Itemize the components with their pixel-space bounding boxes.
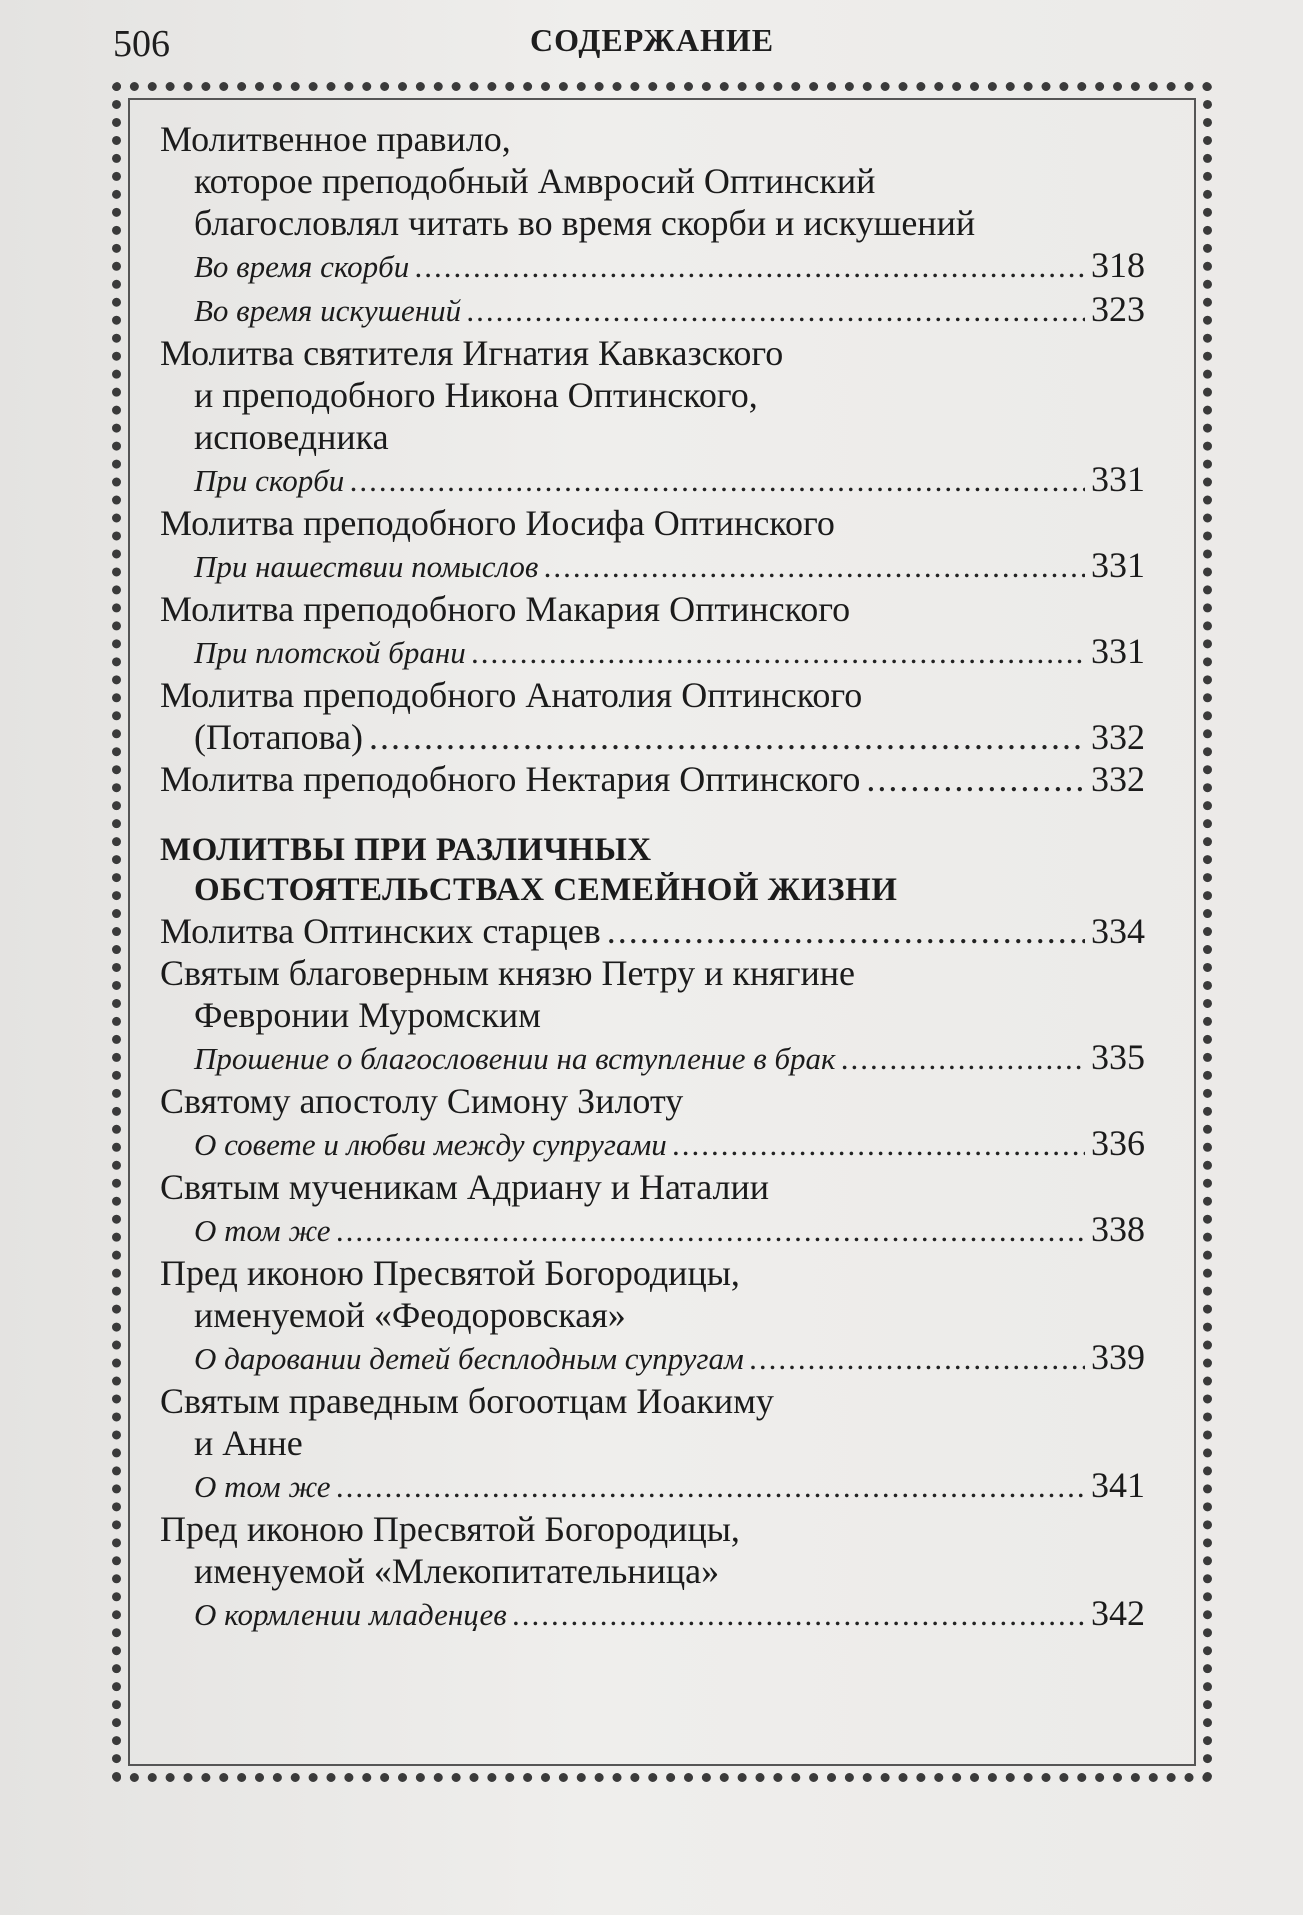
toc-entry	[160, 674, 1145, 758]
page-ref: 342	[1091, 1593, 1145, 1633]
toc-entry-title-cont: Февронии Муромским	[194, 995, 541, 1035]
toc-entry-title-cont: благословлял читать во время скорби и искушений	[194, 203, 976, 243]
running-title: СОДЕРЖАНИЕ	[530, 22, 775, 58]
toc-subentry	[160, 1464, 1145, 1508]
toc-entry-title-text: Молитва преподобного Нектария Оптинского	[160, 759, 861, 799]
toc-entry	[160, 502, 1145, 588]
toc-subentry-label: Во время скорби	[194, 249, 410, 284]
toc-subentry	[160, 1208, 1145, 1252]
toc-subentry-label: О том же	[194, 1469, 331, 1504]
toc-entry-title-cont	[160, 716, 1145, 758]
toc-entry	[160, 1508, 1145, 1636]
toc-entry	[160, 1380, 1145, 1508]
toc-subentry	[160, 630, 1145, 674]
toc-entry-title-text: Молитва Оптинских старцев	[160, 911, 601, 951]
page-ref: 331	[1091, 545, 1145, 585]
toc-entry-title-cont: которое преподобный Амвросий Оптинский	[194, 161, 876, 201]
toc-entry	[160, 118, 1145, 332]
toc-subentry	[160, 244, 1145, 288]
toc-subentry	[160, 458, 1145, 502]
page-ref: 335	[1091, 1037, 1145, 1077]
toc-entry	[160, 910, 1145, 952]
toc-subentry-label: При нашествии помыслов	[194, 549, 539, 584]
toc-entry	[160, 1252, 1145, 1380]
dot-leader	[607, 910, 1085, 952]
dot-leader	[337, 1210, 1085, 1252]
toc-subentry-label: Во время искушений	[194, 293, 462, 328]
toc-entry-title	[160, 910, 1145, 952]
toc-subentry	[160, 1592, 1145, 1636]
section-heading-line: МОЛИТВЫ ПРИ РАЗЛИЧНЫХ	[160, 832, 652, 868]
toc-entry-title: Молитва преподобного Иосифа Оптинского	[160, 503, 835, 543]
toc-entry-title-cont: именуемой «Млекопитательница»	[194, 1551, 720, 1591]
toc-subentry-label: Прошение о благословении на вступление в брак	[194, 1041, 836, 1076]
dot-leader	[866, 758, 1085, 800]
toc-subentry-label: О совете и любви между супругами	[194, 1127, 667, 1162]
toc-entry-title-cont: исповедника	[194, 417, 389, 457]
page-ref: 318	[1091, 245, 1145, 285]
page-ref: 323	[1091, 289, 1145, 329]
dot-leader	[472, 632, 1085, 674]
toc-subentry	[160, 544, 1145, 588]
toc-subentry-label: О даровании детей бесплодным супругам	[194, 1341, 744, 1376]
toc-entry	[160, 758, 1145, 800]
toc-entry-title: Святым благоверным князю Петру и княгине	[160, 953, 855, 993]
toc-entry-title: Святым мученикам Адриану и Наталии	[160, 1167, 769, 1207]
dot-leader	[544, 546, 1085, 588]
toc-subentry-label: При плотской брани	[194, 635, 466, 670]
toc-entry	[160, 1166, 1145, 1252]
page-ref: 331	[1091, 459, 1145, 499]
toc-entry	[160, 952, 1145, 1080]
toc-subentry	[160, 288, 1145, 332]
toc-entry-title	[160, 758, 1145, 800]
table-of-contents	[160, 118, 1145, 1636]
dot-leader	[350, 460, 1085, 502]
toc-subentry	[160, 1122, 1145, 1166]
section-heading	[160, 830, 1145, 910]
toc-entry-title-cont: и Анне	[194, 1423, 303, 1463]
toc-subentry	[160, 1336, 1145, 1380]
toc-entry-title: Молитва преподобного Анатолия Оптинского	[160, 675, 863, 715]
page-ref: 332	[1091, 759, 1145, 799]
section-heading-line: ОБСТОЯТЕЛЬСТВАХ СЕМЕЙНОЙ ЖИЗНИ	[194, 872, 898, 908]
toc-entry	[160, 588, 1145, 674]
page-ref: 331	[1091, 631, 1145, 671]
dot-leader	[513, 1594, 1085, 1636]
dot-leader	[673, 1124, 1085, 1166]
page-ref: 338	[1091, 1209, 1145, 1249]
dot-leader	[842, 1038, 1085, 1080]
toc-entry-title: Святому апостолу Симону Зилоту	[160, 1081, 684, 1121]
page-ref: 332	[1091, 717, 1145, 757]
page-ref: 336	[1091, 1123, 1145, 1163]
dot-leader	[415, 246, 1085, 288]
toc-entry-title: Молитва святителя Игнатия Кавказского	[160, 333, 784, 373]
toc-entry-title-cont: и преподобного Никона Оптинского,	[194, 375, 758, 415]
dot-leader	[369, 716, 1085, 758]
page-ref: 341	[1091, 1465, 1145, 1505]
dot-leader	[467, 290, 1085, 332]
dot-leader	[337, 1466, 1085, 1508]
toc-entry-title: Молитва преподобного Макария Оптинского	[160, 589, 851, 629]
toc-entry-title-tail: (Потапова)	[194, 717, 363, 757]
toc-entry-title-cont: именуемой «Феодоровская»	[194, 1295, 626, 1335]
toc-entry-title: Пред иконою Пресвятой Богородицы,	[160, 1509, 740, 1549]
toc-subentry-label: О кормлении младенцев	[194, 1597, 507, 1632]
dot-leader	[750, 1338, 1085, 1380]
toc-entry-title: Святым праведным богоотцам Иоакиму	[160, 1381, 774, 1421]
page-ref: 339	[1091, 1337, 1145, 1377]
page-number: 506	[113, 23, 170, 65]
toc-subentry	[160, 1036, 1145, 1080]
toc-subentry-label: О том же	[194, 1213, 331, 1248]
toc-subentry-label: При скорби	[194, 463, 345, 498]
toc-entry-title: Пред иконою Пресвятой Богородицы,	[160, 1253, 740, 1293]
page-ref: 334	[1091, 911, 1145, 951]
toc-entry	[160, 332, 1145, 502]
toc-entry-title: Молитвенное правило,	[160, 119, 511, 159]
toc-entry	[160, 1080, 1145, 1166]
